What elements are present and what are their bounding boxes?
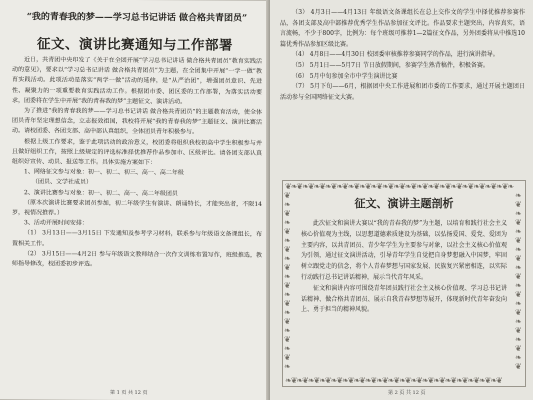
- theme-analysis-box: [282, 180, 526, 387]
- right-page: [270, 0, 533, 400]
- vine-border-top: ❦❧❦❧❦❧❦❧❦❧❦❧❦❧❦❧❦❧❦❧❦❧❦❧❦❧❦❧❦❧❦❧❦❧❦❧❦❧❦❧: [285, 182, 514, 191]
- item-speech-note: （原本次演讲比赛要求团员参加，初二年级学生有演讲、朗诵特长，才能突出者，不限14岁，视情况推荐。）: [12, 199, 262, 217]
- theme-paragraph-1: 此次征文和演讲大赛以“我的青春我的梦”为主题，以培育和践行社会主义核心价值观为主线，以思想道德素质建设为基础，以弘扬爱国、爱党、爱团为主要内容，以共青团员、青少年学生为主要参与对象，以社会主义核心价值观为引领，通过征文演讲活动，引导青年学生自觉把自身梦想融入中国梦，牢固树立跟党走的信念，将个人青春梦想与国家发展、民族复兴紧密相连，以实际行动践行总书记讲话精神，展示当代青年风采。: [301, 220, 507, 281]
- vine-border-bottom: ❧❦❧❦❧❦❧❦❧❦❧❦❧❦❧❦❧❦❧❦❧❦❧❦❧❦❧❦❧❦❧❦❧❦❧❦❧❦: [285, 376, 502, 385]
- vine-border-left: ❦ ❧ ❦ ❧ ❦ ❧ ❦ ❧ ❦ ❧ ❦ ❧ ❦ ❧ ❦ ❧ ❦ ❧ ❦ ❧: [284, 191, 290, 371]
- item-schedule-1: （1） 3月13日——3月15日 下发通知及参考学习材料，联系参与年级语文备课组长，布置相关工作。: [12, 229, 262, 248]
- item-essay-participants: 1、网络征文参与对象：初一、初二、初三、高一、高二年级: [24, 168, 184, 177]
- right-body: [280, 8, 525, 103]
- document-title: “我的青春我的梦——学习总书记讲话 做合格共青团员”: [26, 12, 248, 24]
- item-schedule-4: （4） 4月8日——4月30日 校团委审核推荐参赛同学的作品，进行演讲指导。: [292, 51, 499, 59]
- page-number-left: 第 1 页 共 12 页: [110, 389, 148, 397]
- item-schedule-3: （3） 4月3日——4月13日 年级语文备课组长在总上交作文的学生中择优推荐参赛作品，各团支部及高中部推荐优秀学生作品参加征文评比。作品要求主题突出，内容真实，语言流畅，不少于800字，比例为：每个班级可推荐1—2篇征文作品，另外团委将从中推选10篇优秀作品参加区级比赛。: [280, 9, 525, 48]
- paragraph-2: 为了推进“我的青春我的梦——学习总书记讲话 做合格共青团员”的主题教育活动，使全体团员青年坚定理想信念，立志报效祖国，我校将开展“我的青春我的梦”主题征文、演讲比赛活动。请校团委、各团支部、高中部认真组织，全体团员青年积极参与。: [12, 107, 262, 136]
- page-number-right: 第 2 页 共 12 页: [388, 390, 426, 396]
- theme-analysis-body: [301, 219, 507, 316]
- item-schedule-heading: 3、活动开展时间安排：: [24, 219, 88, 227]
- item-schedule-5: （5） 5月1日——5月7日 节日放假期间，参赛学生熟背稿件，积极备赛。: [292, 61, 489, 69]
- vine-border-right: ❧ ❦ ❧ ❦ ❧ ❦ ❧ ❦ ❧ ❦ ❧ ❦ ❧ ❦ ❧ ❦ ❧ ❦ ❧ ❦: [515, 191, 521, 371]
- item-schedule-2: （2） 3月15日——4月2日 参与年级语文教师结合一次作文训练布置写作，班级推选，教师指导修改，校团委初步评选。: [12, 250, 262, 268]
- theme-paragraph-2: 征文和演讲内容可围绕青年团员践行社会主义核心价值观、学习总书记讲话精神、做合格共青团员、展示自我青春梦想等展开，体现新时代青年奋发向上、勇于担当的精神风貌。: [301, 284, 507, 314]
- item-schedule-6: （6） 5月中旬参加全市中学生演讲比赛: [292, 72, 398, 80]
- paragraph-1: 近日，共青团中央印发了《关于在全团开展“学习总书记讲话 做合格共青团员”教育实践活动的意见》，要求以“学习总书记讲话 做合格共青团员”为主题，在全团集中开展“一学一做”教育实践活动。此项活动是落实“两学一做”活动的延伸，是“从严治团”，增强团员意识、先进性、凝聚力的一项重要教育实践活动工作。根据团市委、团区委的工作部署，为落实活动要求，团委将在学生中开展“我的青春我的梦”主题征文、演讲活动。: [12, 56, 262, 106]
- item-schedule-7: （7） 5月下旬——6月，根据团中央工作进展和团市委的工作要求，通过开展主题团日活动参与全国网络征文大赛。: [280, 83, 525, 101]
- item-essay-note: （团员、文学社成员）: [32, 178, 93, 187]
- theme-analysis-title: 征文、演讲主题剖析: [354, 197, 454, 210]
- paragraph-3: 根据上级工作要求，鉴于此项活动的政治意义，校团委将组织我校初高中学生积极参与并且做好组织工作，按照上级规定的评选标准择优推荐作品参加市、区级评比。请各团支部认真组织好宣传、动员、报送等工作。具体实施方案如下：: [12, 137, 262, 167]
- item-speech-participants: 2、演讲比赛参与对象：初一、初二、高一、高二年级团员: [24, 188, 178, 197]
- left-body: [12, 55, 262, 271]
- document-subtitle: 征文、演讲比赛通知与工作部署: [37, 36, 233, 54]
